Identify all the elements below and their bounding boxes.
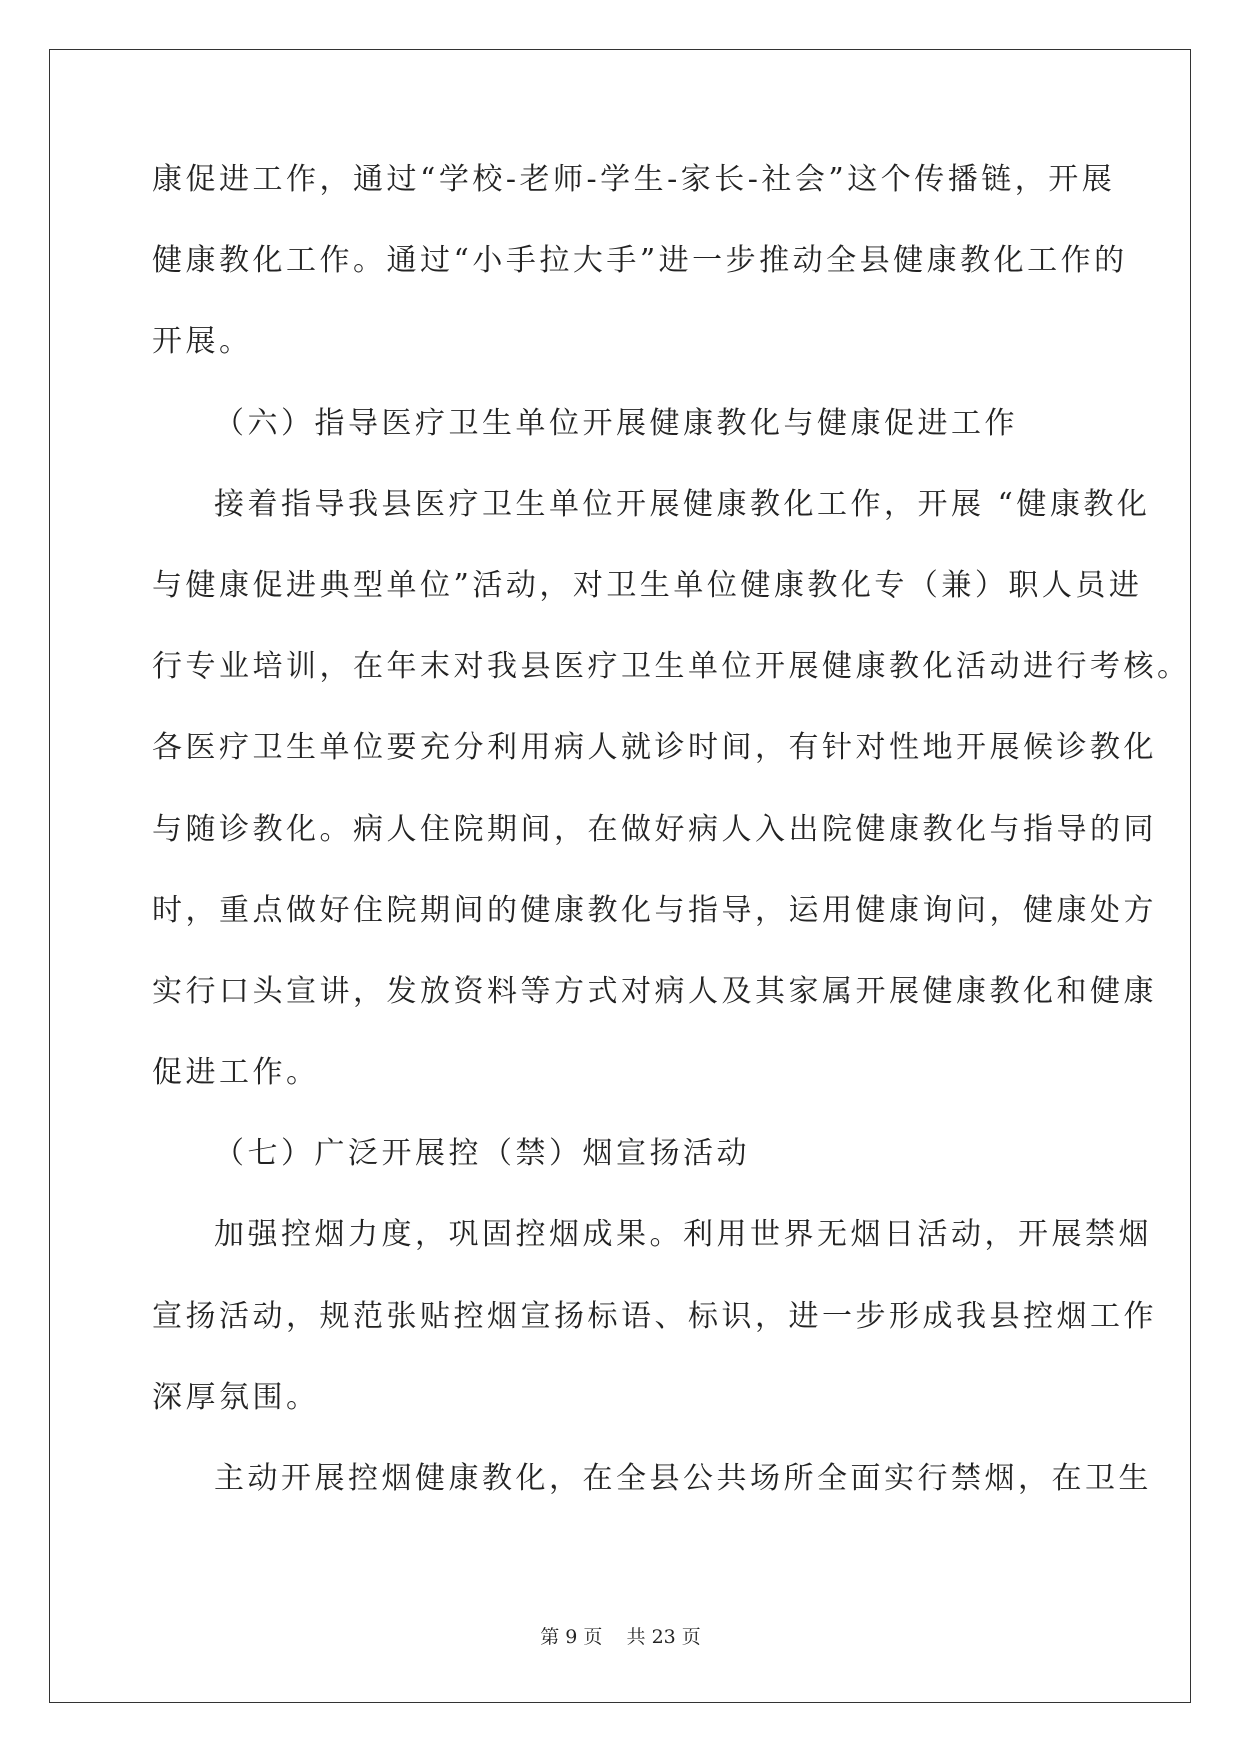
text-line: 与随诊教化。病人住院期间，在做好病人入出院健康教化与指导的同 xyxy=(152,811,1157,847)
text-line: 实行口头宣讲，发放资料等方式对病人及其家属开展健康教化和健康 xyxy=(152,973,1157,1009)
text-line: 与健康促进典型单位”活动，对卫生单位健康教化专（兼）职人员进 xyxy=(152,567,1143,603)
section-heading-6: （六）指导医疗卫生单位开展健康教化与健康促进工作 xyxy=(214,405,1018,441)
text-line: 宣扬活动，规范张贴控烟宣扬标语、标识，进一步形成我县控烟工作 xyxy=(152,1298,1157,1334)
paragraph-start: 加强控烟力度，巩固控烟成果。利用世界无烟日活动，开展禁烟 xyxy=(214,1217,1152,1253)
text-line: 开展。 xyxy=(152,324,253,360)
paragraph-start: 主动开展控烟健康教化，在全县公共场所全面实行禁烟，在卫生 xyxy=(214,1461,1152,1496)
text-line: 行专业培训，在年末对我县医疗卫生单位开展健康教化活动进行考核。 xyxy=(152,649,1191,685)
paragraph-start: 接着指导我县医疗卫生单位开展健康教化工作，开展 “健康教化 xyxy=(214,486,1151,522)
text-line: 时，重点做好住院期间的健康教化与指导，运用健康询问，健康处方 xyxy=(152,892,1157,928)
document-body xyxy=(152,160,1191,1540)
text-line: 康促进工作，通过“学校-老师-学生-家长-社会”这个传播链，开展 xyxy=(152,162,1116,197)
text-line: 促进工作。 xyxy=(152,1055,320,1091)
text-line: 深厚氛围。 xyxy=(152,1379,320,1415)
section-heading-7: （七）广泛开展控（禁）烟宣扬活动 xyxy=(214,1136,750,1172)
text-line: 各医疗卫生单位要充分利用病人就诊时间，有针对性地开展候诊教化 xyxy=(152,730,1157,766)
page-number-footer: 第 9 页 共 23 页 xyxy=(540,1626,701,1648)
text-line: 健康教化工作。通过“小手拉大手”进一步推动全县健康教化工作的 xyxy=(152,243,1128,279)
